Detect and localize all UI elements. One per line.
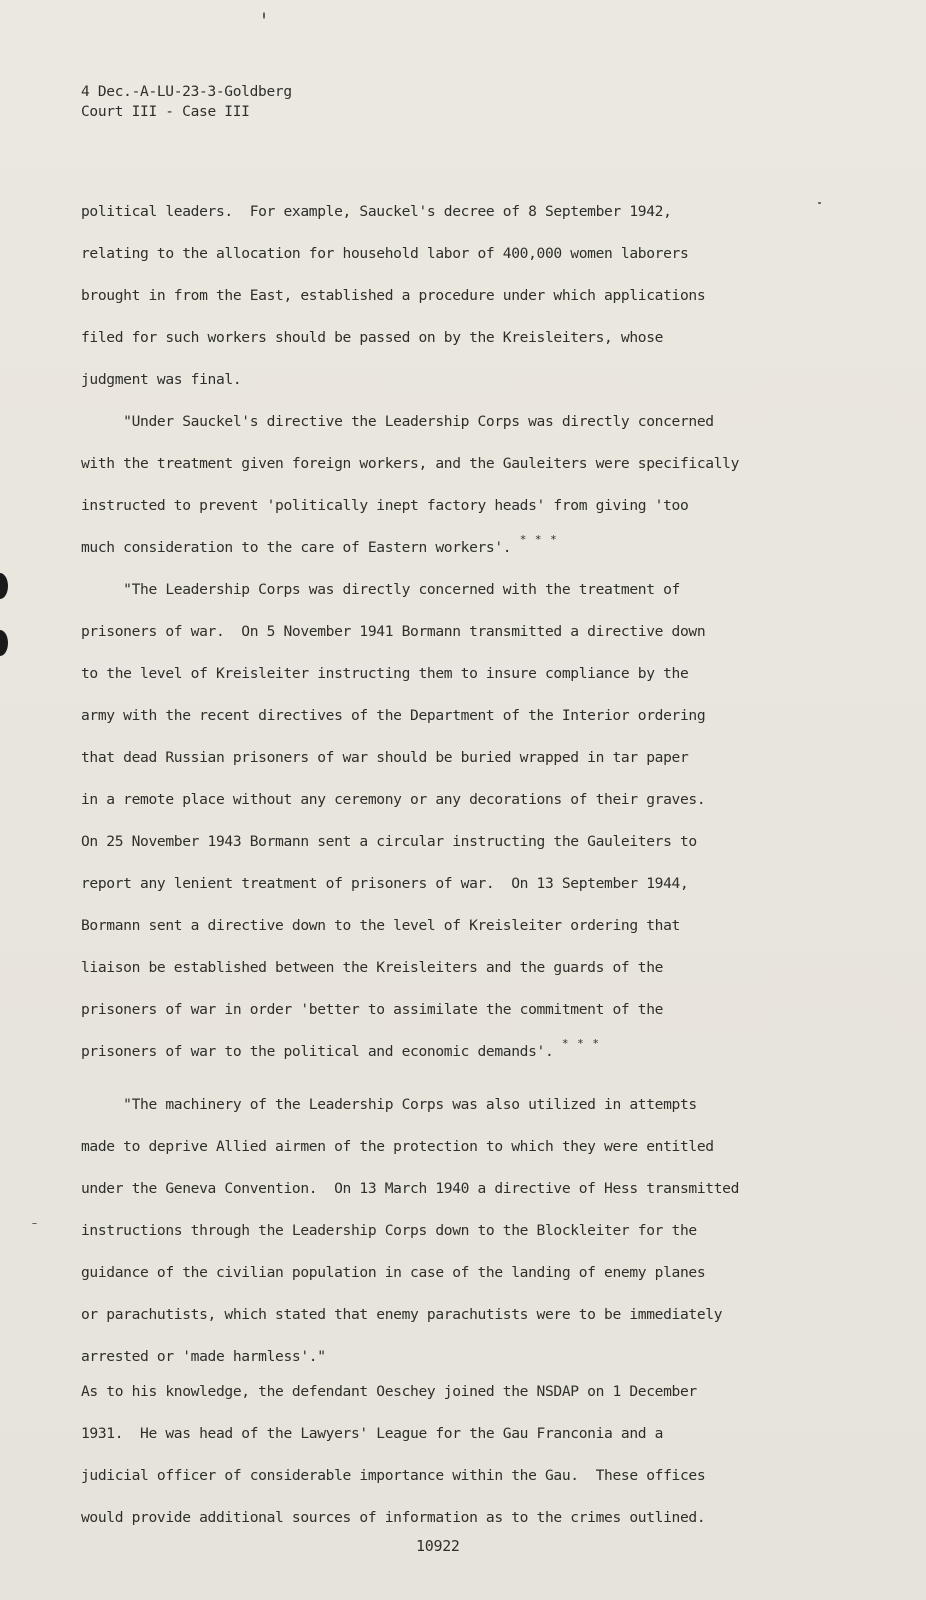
text-line: filed for such workers should be passed on by the Kreisleiters, whose xyxy=(81,329,664,346)
text-line: brought in from the East, established a procedure under which applications xyxy=(81,287,706,304)
text-line: made to deprive Allied airmen of the protection to which they were entitled xyxy=(81,1138,714,1155)
text-line: prisoners of war in order 'better to assimilate the commitment of the xyxy=(81,1001,664,1018)
text-line xyxy=(81,1037,600,1063)
text-line: instructed to prevent 'politically inept factory heads' from giving 'too xyxy=(81,497,689,514)
text-line: instructions through the Leadership Corps down to the Blockleiter for the xyxy=(81,1222,697,1239)
paper-speck xyxy=(32,1223,37,1224)
header-reference: 4 Dec.-A-LU-23-3-Goldberg xyxy=(81,84,292,100)
text-line: Bormann sent a directive down to the level of Kreisleiter ordering that xyxy=(81,917,680,934)
page-number: 10922 xyxy=(416,1537,460,1555)
text-line: to the level of Kreisleiter instructing them to insure compliance by the xyxy=(81,665,689,682)
text-line: in a remote place without any ceremony or any decorations of their graves. xyxy=(81,791,706,808)
text-line: that dead Russian prisoners of war should be buried wrapped in tar paper xyxy=(81,749,689,766)
text-line: would provide additional sources of information as to the crimes outlined. xyxy=(81,1509,706,1526)
header-court-case: Court III - Case III xyxy=(81,104,250,120)
text-line-content: prisoners of war to the political and economic demands'. xyxy=(81,1043,554,1060)
text-line: guidance of the civilian population in case of the landing of enemy planes xyxy=(81,1264,706,1281)
text-line: report any lenient treatment of prisoners of war. On 13 September 1944, xyxy=(81,875,689,892)
text-line: relating to the allocation for household labor of 400,000 women laborers xyxy=(81,245,689,262)
text-line: judicial officer of considerable importance within the Gau. These offices xyxy=(81,1467,706,1484)
text-line: arrested or 'made harmless'." xyxy=(81,1348,326,1365)
paper-speck xyxy=(263,12,265,19)
paper-speck xyxy=(818,202,821,204)
text-line: liaison be established between the Kreisleiters and the guards of the xyxy=(81,959,664,976)
binder-hole-upper xyxy=(0,573,8,599)
text-line xyxy=(81,533,558,559)
text-line: judgment was final. xyxy=(81,371,242,388)
ellipsis-stars: * * * xyxy=(561,1037,600,1050)
document-header xyxy=(81,82,292,122)
text-line: army with the recent directives of the Department of the Interior ordering xyxy=(81,707,706,724)
binder-hole-lower xyxy=(0,630,8,656)
text-line: or parachutists, which stated that enemy parachutists were to be immediately xyxy=(81,1306,723,1323)
text-line: "The machinery of the Leadership Corps was also utilized in attempts xyxy=(81,1096,697,1113)
text-line: On 25 November 1943 Bormann sent a circular instructing the Gauleiters to xyxy=(81,833,697,850)
text-line: As to his knowledge, the defendant Oeschey joined the NSDAP on 1 December xyxy=(81,1383,697,1400)
text-line: "Under Sauckel's directive the Leadership Corps was directly concerned xyxy=(81,413,714,430)
text-line: political leaders. For example, Sauckel's decree of 8 September 1942, xyxy=(81,203,672,220)
text-line-content: much consideration to the care of Eastern workers'. xyxy=(81,539,512,556)
text-line: "The Leadership Corps was directly concerned with the treatment of xyxy=(81,581,680,598)
text-line: with the treatment given foreign workers, and the Gauleiters were specifically xyxy=(81,455,740,472)
text-line: under the Geneva Convention. On 13 March 1940 a directive of Hess transmitted xyxy=(81,1180,740,1197)
text-line: 1931. He was head of the Lawyers' League for the Gau Franconia and a xyxy=(81,1425,664,1442)
ellipsis-stars: * * * xyxy=(519,533,558,546)
text-line: prisoners of war. On 5 November 1941 Bormann transmitted a directive down xyxy=(81,623,706,640)
